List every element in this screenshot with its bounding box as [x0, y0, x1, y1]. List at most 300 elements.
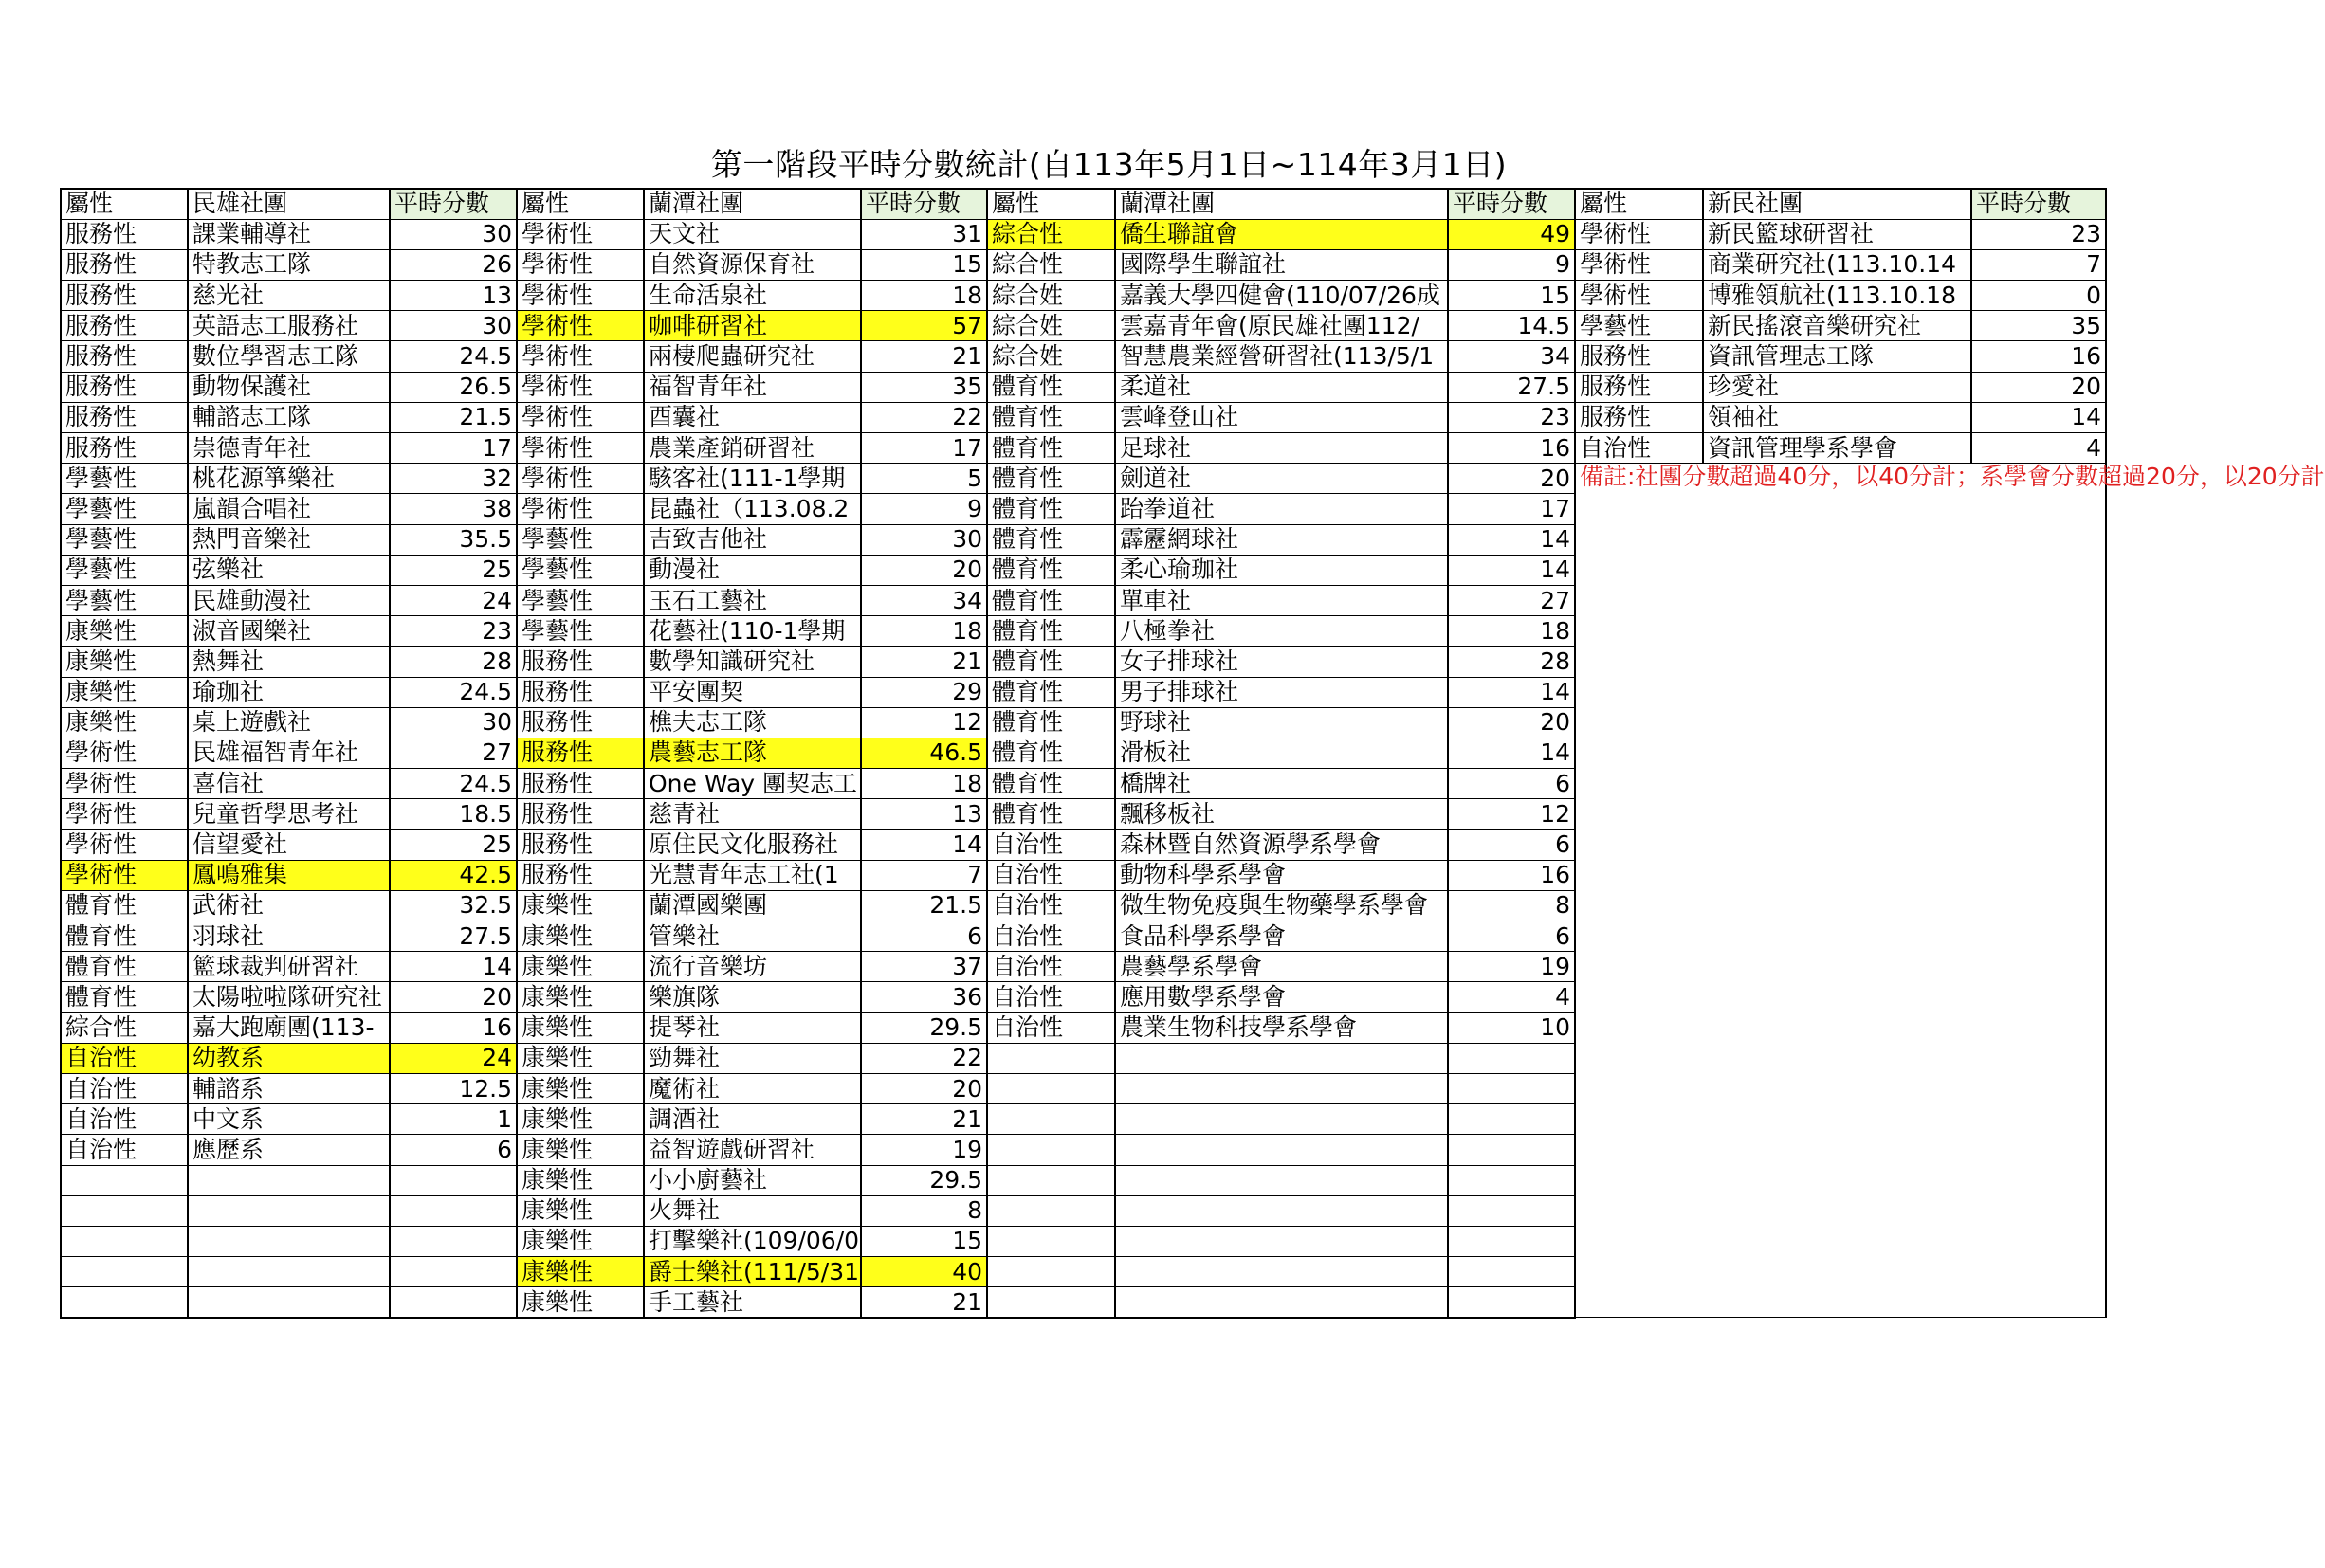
lantan2-type-cell: 體育性 [987, 433, 1115, 464]
lantan1-club-cell: 蘭潭國樂團 [644, 890, 861, 921]
xinmin-club-cell: 商業研究社(113.10.14 [1703, 249, 1971, 280]
minxiong-score-cell: 17 [390, 433, 517, 464]
xinmin-club-cell: 珍愛社 [1703, 372, 1971, 402]
lantan1-score-cell: 21 [861, 1104, 987, 1135]
minxiong-club-cell: 動物保護社 [188, 372, 390, 402]
lantan1-type-cell: 康樂性 [517, 1287, 644, 1318]
lantan1-type-cell: 康樂性 [517, 921, 644, 952]
lantan2-type-cell: 體育性 [987, 769, 1115, 799]
minxiong-score-cell: 18.5 [390, 799, 517, 830]
lantan1-score-cell: 36 [861, 982, 987, 1012]
lantan1-club-cell: 福智青年社 [644, 372, 861, 402]
header-row [61, 189, 2106, 219]
xinmin-type-cell: 服務性 [1575, 372, 1703, 402]
lantan1-club-cell: 小小廚藝社 [644, 1165, 861, 1195]
lantan1-club-cell: 平安團契 [644, 677, 861, 707]
xinmin-type-cell: 學藝性 [1575, 311, 1703, 341]
table-row [61, 402, 2106, 432]
lantan2-score-cell: 23 [1448, 402, 1575, 432]
lantan2-type-cell: 綜合姓 [987, 341, 1115, 372]
minxiong-score-cell [390, 1165, 517, 1195]
minxiong-club-cell: 數位學習志工隊 [188, 341, 390, 372]
lantan1-score-cell: 34 [861, 585, 987, 615]
lantan1-club-cell: 咖啡研習社 [644, 311, 861, 341]
lantan1-score-cell: 57 [861, 311, 987, 341]
lantan2-type-cell [987, 1287, 1115, 1318]
minxiong-club-cell: 嵐韻合唱社 [188, 494, 390, 524]
lantan2-type-cell: 體育性 [987, 524, 1115, 555]
minxiong-score-cell: 32 [390, 464, 517, 494]
minxiong-type-cell [61, 1165, 188, 1195]
header-score: 平時分數 [1448, 189, 1575, 219]
minxiong-score-cell: 25 [390, 830, 517, 860]
table-row [61, 219, 2106, 249]
minxiong-type-cell: 體育性 [61, 982, 188, 1012]
lantan2-type-cell: 體育性 [987, 555, 1115, 585]
lantan1-type-cell: 學術性 [517, 249, 644, 280]
minxiong-type-cell: 體育性 [61, 952, 188, 982]
lantan1-type-cell: 學藝性 [517, 524, 644, 555]
header-type: 屬性 [517, 189, 644, 219]
lantan1-score-cell: 13 [861, 799, 987, 830]
minxiong-type-cell: 學藝性 [61, 555, 188, 585]
minxiong-club-cell: 瑜珈社 [188, 677, 390, 707]
lantan2-type-cell: 自治性 [987, 1012, 1115, 1043]
minxiong-club-cell: 桌上遊戲社 [188, 707, 390, 738]
minxiong-club-cell: 淑音國樂社 [188, 616, 390, 647]
lantan2-type-cell: 自治性 [987, 921, 1115, 952]
lantan2-club-cell: 農藝學系學會 [1115, 952, 1448, 982]
header-club: 蘭潭社團 [1115, 189, 1448, 219]
xinmin-score-cell: 16 [1971, 341, 2106, 372]
lantan2-type-cell: 體育性 [987, 372, 1115, 402]
minxiong-type-cell: 自治性 [61, 1104, 188, 1135]
lantan1-score-cell: 17 [861, 433, 987, 464]
lantan2-score-cell: 17 [1448, 494, 1575, 524]
lantan2-club-cell: 野球社 [1115, 707, 1448, 738]
lantan2-type-cell: 體育性 [987, 647, 1115, 677]
lantan2-club-cell: 八極拳社 [1115, 616, 1448, 647]
minxiong-score-cell: 1 [390, 1104, 517, 1135]
minxiong-score-cell [390, 1257, 517, 1287]
lantan2-type-cell [987, 1257, 1115, 1287]
minxiong-type-cell: 學藝性 [61, 494, 188, 524]
minxiong-club-cell: 熱門音樂社 [188, 524, 390, 555]
lantan1-type-cell: 康樂性 [517, 1043, 644, 1073]
lantan2-score-cell: 20 [1448, 707, 1575, 738]
lantan2-club-cell: 柔心瑜珈社 [1115, 555, 1448, 585]
minxiong-score-cell: 38 [390, 494, 517, 524]
lantan2-score-cell: 14 [1448, 738, 1575, 768]
minxiong-type-cell: 學藝性 [61, 524, 188, 555]
lantan1-score-cell: 12 [861, 707, 987, 738]
lantan1-type-cell: 學術性 [517, 494, 644, 524]
header-club: 民雄社團 [188, 189, 390, 219]
lantan2-score-cell: 19 [1448, 952, 1575, 982]
lantan2-club-cell: 足球社 [1115, 433, 1448, 464]
lantan2-type-cell: 自治性 [987, 890, 1115, 921]
minxiong-type-cell: 服務性 [61, 372, 188, 402]
minxiong-type-cell: 康樂性 [61, 677, 188, 707]
lantan2-score-cell: 6 [1448, 830, 1575, 860]
table-row [61, 372, 2106, 402]
lantan1-score-cell: 15 [861, 1226, 987, 1256]
header-score: 平時分數 [390, 189, 517, 219]
xinmin-club-cell: 新民搖滾音樂研究社 [1703, 311, 1971, 341]
lantan1-club-cell: 生命活泉社 [644, 281, 861, 311]
minxiong-type-cell: 綜合性 [61, 1012, 188, 1043]
lantan2-score-cell: 16 [1448, 860, 1575, 890]
lantan1-club-cell: 爵士樂社(111/5/31 [644, 1257, 861, 1287]
lantan2-type-cell [987, 1135, 1115, 1165]
minxiong-type-cell: 學藝性 [61, 585, 188, 615]
minxiong-score-cell: 14 [390, 952, 517, 982]
minxiong-club-cell [188, 1257, 390, 1287]
minxiong-club-cell: 熱舞社 [188, 647, 390, 677]
lantan2-type-cell: 體育性 [987, 464, 1115, 494]
lantan1-type-cell: 康樂性 [517, 952, 644, 982]
lantan1-type-cell: 服務性 [517, 860, 644, 890]
minxiong-score-cell: 12.5 [390, 1073, 517, 1103]
lantan1-type-cell: 康樂性 [517, 1012, 644, 1043]
lantan2-score-cell: 16 [1448, 433, 1575, 464]
minxiong-club-cell: 中文系 [188, 1104, 390, 1135]
minxiong-score-cell: 6 [390, 1135, 517, 1165]
lantan2-score-cell: 10 [1448, 1012, 1575, 1043]
lantan2-score-cell [1448, 1043, 1575, 1073]
minxiong-club-cell: 課業輔導社 [188, 219, 390, 249]
lantan2-type-cell: 體育性 [987, 402, 1115, 432]
lantan1-score-cell: 20 [861, 555, 987, 585]
lantan2-type-cell: 自治性 [987, 982, 1115, 1012]
lantan2-club-cell: 微生物免疫與生物藥學系學會 [1115, 890, 1448, 921]
lantan2-type-cell: 自治性 [987, 860, 1115, 890]
table-row [61, 464, 2106, 494]
minxiong-type-cell: 學術性 [61, 769, 188, 799]
lantan1-type-cell: 學藝性 [517, 585, 644, 615]
minxiong-club-cell [188, 1226, 390, 1256]
minxiong-score-cell: 30 [390, 219, 517, 249]
minxiong-club-cell: 嘉大跑廟團(113- [188, 1012, 390, 1043]
lantan1-club-cell: 手工藝社 [644, 1287, 861, 1318]
lantan2-type-cell: 體育性 [987, 585, 1115, 615]
lantan2-type-cell: 體育性 [987, 494, 1115, 524]
lantan2-club-cell: 劍道社 [1115, 464, 1448, 494]
lantan1-score-cell: 22 [861, 402, 987, 432]
lantan2-type-cell: 綜合姓 [987, 281, 1115, 311]
lantan2-type-cell: 體育性 [987, 738, 1115, 768]
lantan1-score-cell: 21 [861, 647, 987, 677]
lantan2-type-cell [987, 1195, 1115, 1226]
lantan1-type-cell: 服務性 [517, 738, 644, 768]
lantan2-club-cell [1115, 1104, 1448, 1135]
minxiong-club-cell: 輔諮系 [188, 1073, 390, 1103]
lantan1-club-cell: 昆蟲社（113.08.2 [644, 494, 861, 524]
lantan1-club-cell: 玉石工藝社 [644, 585, 861, 615]
table-row [61, 281, 2106, 311]
header-type: 屬性 [61, 189, 188, 219]
xinmin-type-cell: 學術性 [1575, 249, 1703, 280]
lantan1-club-cell: 光慧青年志工社(1 [644, 860, 861, 890]
lantan2-club-cell [1115, 1165, 1448, 1195]
minxiong-club-cell: 幼教系 [188, 1043, 390, 1073]
lantan2-type-cell: 體育性 [987, 707, 1115, 738]
minxiong-type-cell: 體育性 [61, 890, 188, 921]
lantan2-club-cell: 雲嘉青年會(原民雄社團112/ [1115, 311, 1448, 341]
lantan2-club-cell: 橋牌社 [1115, 769, 1448, 799]
lantan1-club-cell: 兩棲爬蟲研究社 [644, 341, 861, 372]
lantan2-club-cell: 國際學生聯誼社 [1115, 249, 1448, 280]
minxiong-type-cell: 學藝性 [61, 464, 188, 494]
minxiong-score-cell: 24.5 [390, 341, 517, 372]
lantan1-type-cell: 學術性 [517, 464, 644, 494]
minxiong-score-cell: 30 [390, 311, 517, 341]
lantan2-score-cell: 14 [1448, 677, 1575, 707]
lantan2-score-cell: 6 [1448, 921, 1575, 952]
lantan1-score-cell: 15 [861, 249, 987, 280]
lantan2-score-cell: 8 [1448, 890, 1575, 921]
lantan2-score-cell [1448, 1195, 1575, 1226]
lantan1-club-cell: One Way 團契志工 [644, 769, 861, 799]
lantan1-type-cell: 學藝性 [517, 616, 644, 647]
lantan1-score-cell: 30 [861, 524, 987, 555]
minxiong-score-cell: 30 [390, 707, 517, 738]
lantan1-club-cell: 樵夫志工隊 [644, 707, 861, 738]
lantan1-score-cell: 21 [861, 1287, 987, 1318]
lantan2-club-cell: 食品科學系學會 [1115, 921, 1448, 952]
lantan2-score-cell [1448, 1135, 1575, 1165]
minxiong-score-cell: 24.5 [390, 677, 517, 707]
minxiong-type-cell: 服務性 [61, 249, 188, 280]
lantan1-type-cell: 康樂性 [517, 890, 644, 921]
lantan2-type-cell: 自治性 [987, 830, 1115, 860]
minxiong-type-cell: 體育性 [61, 921, 188, 952]
lantan2-score-cell: 49 [1448, 219, 1575, 249]
xinmin-club-cell: 新民籃球研習社 [1703, 219, 1971, 249]
minxiong-type-cell: 服務性 [61, 402, 188, 432]
xinmin-club-cell: 領袖社 [1703, 402, 1971, 432]
lantan1-score-cell: 18 [861, 281, 987, 311]
lantan1-score-cell: 6 [861, 921, 987, 952]
lantan1-score-cell: 35 [861, 372, 987, 402]
page-title: 第一階段平時分數統計(自113年5月1日~114年3月1日) [710, 146, 1508, 183]
minxiong-type-cell: 學術性 [61, 860, 188, 890]
lantan2-score-cell: 18 [1448, 616, 1575, 647]
lantan1-score-cell: 8 [861, 1195, 987, 1226]
lantan2-club-cell [1115, 1226, 1448, 1256]
minxiong-club-cell: 太陽啦啦隊研究社 [188, 982, 390, 1012]
xinmin-club-cell: 資訊管理志工隊 [1703, 341, 1971, 372]
lantan1-type-cell: 服務性 [517, 647, 644, 677]
minxiong-club-cell: 籃球裁判研習社 [188, 952, 390, 982]
minxiong-type-cell: 自治性 [61, 1135, 188, 1165]
minxiong-type-cell: 康樂性 [61, 647, 188, 677]
table-row [61, 433, 2106, 464]
minxiong-type-cell: 康樂性 [61, 616, 188, 647]
lantan1-score-cell: 29.5 [861, 1012, 987, 1043]
lantan2-score-cell: 14 [1448, 555, 1575, 585]
lantan2-score-cell: 12 [1448, 799, 1575, 830]
lantan1-club-cell: 農業產銷研習社 [644, 433, 861, 464]
lantan1-club-cell: 酉囊社 [644, 402, 861, 432]
lantan2-club-cell: 智慧農業經營研習社(113/5/1 [1115, 341, 1448, 372]
lantan1-type-cell: 學術性 [517, 402, 644, 432]
lantan2-type-cell [987, 1043, 1115, 1073]
lantan1-club-cell: 益智遊戲研習社 [644, 1135, 861, 1165]
minxiong-club-cell: 特教志工隊 [188, 249, 390, 280]
lantan2-club-cell [1115, 1073, 1448, 1103]
xinmin-type-cell: 學術性 [1575, 281, 1703, 311]
minxiong-score-cell: 28 [390, 647, 517, 677]
minxiong-type-cell: 自治性 [61, 1073, 188, 1103]
lantan1-score-cell: 29 [861, 677, 987, 707]
minxiong-score-cell: 42.5 [390, 860, 517, 890]
minxiong-club-cell: 輔諮志工隊 [188, 402, 390, 432]
lantan1-club-cell: 數學知識研究社 [644, 647, 861, 677]
lantan1-score-cell: 18 [861, 769, 987, 799]
minxiong-type-cell: 學術性 [61, 799, 188, 830]
lantan1-score-cell: 19 [861, 1135, 987, 1165]
lantan2-type-cell: 體育性 [987, 677, 1115, 707]
lantan2-type-cell: 體育性 [987, 616, 1115, 647]
minxiong-score-cell: 20 [390, 982, 517, 1012]
lantan1-type-cell: 學術性 [517, 281, 644, 311]
lantan2-club-cell: 嘉義大學四健會(110/07/26成 [1115, 281, 1448, 311]
lantan2-score-cell [1448, 1165, 1575, 1195]
lantan2-score-cell: 15 [1448, 281, 1575, 311]
lantan2-club-cell: 森林暨自然資源學系學會 [1115, 830, 1448, 860]
lantan2-club-cell: 跆拳道社 [1115, 494, 1448, 524]
minxiong-club-cell: 應歷系 [188, 1135, 390, 1165]
minxiong-club-cell: 羽球社 [188, 921, 390, 952]
lantan1-type-cell: 康樂性 [517, 1073, 644, 1103]
minxiong-club-cell: 喜信社 [188, 769, 390, 799]
lantan2-type-cell [987, 1165, 1115, 1195]
lantan1-club-cell: 勁舞社 [644, 1043, 861, 1073]
lantan2-club-cell: 單車社 [1115, 585, 1448, 615]
minxiong-club-cell: 崇德青年社 [188, 433, 390, 464]
lantan1-type-cell: 康樂性 [517, 1135, 644, 1165]
lantan1-type-cell: 學術性 [517, 311, 644, 341]
lantan1-score-cell: 31 [861, 219, 987, 249]
minxiong-type-cell: 服務性 [61, 219, 188, 249]
lantan1-type-cell: 服務性 [517, 830, 644, 860]
lantan1-score-cell: 22 [861, 1043, 987, 1073]
lantan1-club-cell: 動漫社 [644, 555, 861, 585]
lantan2-score-cell [1448, 1226, 1575, 1256]
lantan1-club-cell: 花藝社(110-1學期 [644, 616, 861, 647]
lantan1-score-cell: 9 [861, 494, 987, 524]
minxiong-score-cell: 24.5 [390, 769, 517, 799]
minxiong-score-cell [390, 1226, 517, 1256]
xinmin-score-cell: 14 [1971, 402, 2106, 432]
minxiong-score-cell: 23 [390, 616, 517, 647]
minxiong-type-cell: 服務性 [61, 341, 188, 372]
lantan1-score-cell: 21.5 [861, 890, 987, 921]
xinmin-score-cell: 4 [1971, 433, 2106, 464]
lantan1-type-cell: 學術性 [517, 219, 644, 249]
lantan1-score-cell: 21 [861, 341, 987, 372]
lantan2-type-cell: 體育性 [987, 799, 1115, 830]
minxiong-club-cell: 桃花源箏樂社 [188, 464, 390, 494]
lantan2-club-cell: 農業生物科技學系學會 [1115, 1012, 1448, 1043]
minxiong-club-cell [188, 1195, 390, 1226]
table-row [61, 311, 2106, 341]
lantan1-club-cell: 火舞社 [644, 1195, 861, 1226]
lantan1-type-cell: 康樂性 [517, 982, 644, 1012]
minxiong-club-cell: 信望愛社 [188, 830, 390, 860]
lantan2-type-cell: 綜合姓 [987, 311, 1115, 341]
lantan1-club-cell: 吉致吉他社 [644, 524, 861, 555]
xinmin-score-cell: 20 [1971, 372, 2106, 402]
lantan2-score-cell: 20 [1448, 464, 1575, 494]
lantan1-club-cell: 流行音樂坊 [644, 952, 861, 982]
lantan2-club-cell: 動物科學系學會 [1115, 860, 1448, 890]
minxiong-type-cell: 服務性 [61, 281, 188, 311]
table-row [61, 249, 2106, 280]
header-score: 平時分數 [861, 189, 987, 219]
lantan1-club-cell: 管樂社 [644, 921, 861, 952]
remark-note: 備註:社團分數超過40分，以40分計；系學會分數超過20分，以20分計 [1575, 464, 2106, 1318]
lantan2-club-cell: 滑板社 [1115, 738, 1448, 768]
lantan2-club-cell [1115, 1287, 1448, 1318]
minxiong-score-cell: 24 [390, 585, 517, 615]
minxiong-score-cell: 32.5 [390, 890, 517, 921]
lantan2-score-cell: 9 [1448, 249, 1575, 280]
minxiong-club-cell: 慈光社 [188, 281, 390, 311]
lantan1-club-cell: 自然資源保育社 [644, 249, 861, 280]
lantan2-club-cell: 霹靂網球社 [1115, 524, 1448, 555]
minxiong-type-cell: 康樂性 [61, 707, 188, 738]
lantan2-club-cell: 飄移板社 [1115, 799, 1448, 830]
lantan2-score-cell: 27.5 [1448, 372, 1575, 402]
minxiong-type-cell [61, 1287, 188, 1318]
lantan1-score-cell: 14 [861, 830, 987, 860]
minxiong-club-cell: 鳳鳴雅集 [188, 860, 390, 890]
lantan1-club-cell: 樂旗隊 [644, 982, 861, 1012]
lantan2-club-cell: 雲峰登山社 [1115, 402, 1448, 432]
lantan1-type-cell: 康樂性 [517, 1104, 644, 1135]
lantan2-score-cell: 27 [1448, 585, 1575, 615]
lantan1-club-cell: 駭客社(111-1學期 [644, 464, 861, 494]
lantan1-type-cell: 服務性 [517, 799, 644, 830]
lantan1-score-cell: 40 [861, 1257, 987, 1287]
lantan2-score-cell: 4 [1448, 982, 1575, 1012]
lantan1-club-cell: 調酒社 [644, 1104, 861, 1135]
xinmin-score-cell: 35 [1971, 311, 2106, 341]
minxiong-club-cell: 民雄福智青年社 [188, 738, 390, 768]
lantan1-score-cell: 7 [861, 860, 987, 890]
minxiong-type-cell: 學術性 [61, 738, 188, 768]
minxiong-type-cell: 服務性 [61, 311, 188, 341]
lantan2-score-cell: 34 [1448, 341, 1575, 372]
lantan2-club-cell: 僑生聯誼會 [1115, 219, 1448, 249]
lantan2-score-cell [1448, 1073, 1575, 1103]
minxiong-score-cell: 25 [390, 555, 517, 585]
minxiong-score-cell: 26.5 [390, 372, 517, 402]
lantan2-score-cell: 14 [1448, 524, 1575, 555]
xinmin-club-cell: 博雅領航社(113.10.18 [1703, 281, 1971, 311]
header-type: 屬性 [987, 189, 1115, 219]
table-row [61, 341, 2106, 372]
lantan2-club-cell: 應用數學系學會 [1115, 982, 1448, 1012]
lantan2-club-cell [1115, 1257, 1448, 1287]
lantan1-club-cell: 原住民文化服務社 [644, 830, 861, 860]
minxiong-score-cell [390, 1195, 517, 1226]
minxiong-score-cell: 27 [390, 738, 517, 768]
lantan1-type-cell: 學藝性 [517, 555, 644, 585]
xinmin-type-cell: 學術性 [1575, 219, 1703, 249]
